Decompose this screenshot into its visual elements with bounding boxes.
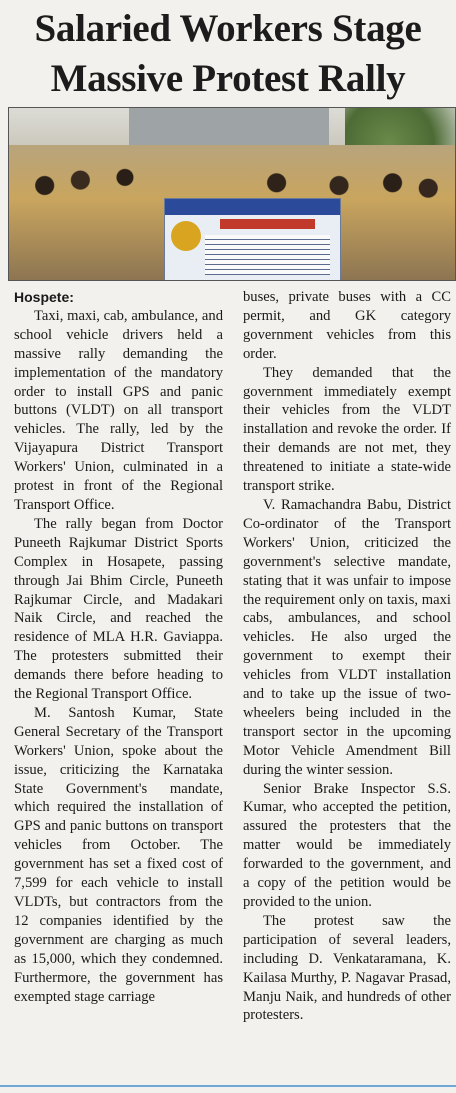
headline <box>0 4 456 104</box>
union-badge-icon <box>171 221 201 251</box>
article-paragraph: M. Santosh Kumar, State General Secretary of the Transport Workers' Union, spoke about the issue, criticizing the Karnataka State Government's mandate, which required the installation of GPS and panic buttons on transport vehicles from October. The government has set a fixed cost of 7,599 for each vehicle to install VLDTs, but contractors from the 12 companies identified by the government are charging as much as 15,000, which they condemned. Furthermore, the government has exempted stage carriage <box>14 704 223 1005</box>
photo-building <box>129 108 329 148</box>
article-paragraph: buses, private buses with a CC permit, and GK category government vehicles from this order. <box>243 289 451 362</box>
article-column-left <box>14 288 223 1006</box>
protest-crowd-photo <box>8 107 456 281</box>
article-paragraph <box>14 288 223 307</box>
protest-banner <box>164 198 341 281</box>
bottom-border <box>0 1085 456 1087</box>
dateline: Hospete: <box>14 289 74 305</box>
article-paragraph: The rally began from Doctor Puneeth Rajkumar District Sports Complex in Hosapete, passing through Jai Bhim Circle, Puneeth Rajkumar Circle, and Madakari Naik Circle, and reached the residence of MLA H.R. Gaviappa. The protesters submitted their demands there before heading to the Regional Transport Office. <box>14 515 223 703</box>
article-column-right <box>243 288 451 1025</box>
article-paragraph: The protest saw the participation of several leaders, including D. Venkataramana, K. Kailasa Murthy, P. Nagavar Prasad, Manju Naik, and hundreds of other protesters. <box>243 912 451 1024</box>
headline-line-1: Salaried Workers Stage <box>34 7 422 50</box>
article-paragraph: V. Ramachandra Babu, District Co-ordinator of the Transport Workers' Union, criticized the government's selective mandate, stating that it was unfair to impose the requirement only on taxis, maxi cabs, ambulances, and school vehicles. He also urged the government to exempt their vehicles from VLDT installation and to take up the issue of two-wheelers being included in the transport sector in the upcoming Motor Vehicle Amendment Bill during the winter session. <box>243 496 451 778</box>
article-paragraph: They demanded that the government immediately exempt their vehicles from the VLDT installation and revoke the order. If their demands are not met, they threatened to initiate a state-wide transport strike. <box>243 364 451 495</box>
article-paragraph: Taxi, maxi, cab, ambulance, and school vehicle drivers held a massive rally demanding the implementation of the mandatory order to install GPS and panic buttons (VLDT) on all transport vehicles. The rally, led by the Vijayapura District Transport Workers' Union, culminated in a protest in front of the Regional Transport Office. <box>14 307 223 513</box>
article-paragraph: Senior Brake Inspector S.S. Kumar, who accepted the petition, assured the protesters that the matter would be immediately forwarded to the government, and a copy of the petition would be provided to the union. <box>243 780 451 910</box>
headline-line-2: Massive Protest Rally <box>50 57 406 100</box>
